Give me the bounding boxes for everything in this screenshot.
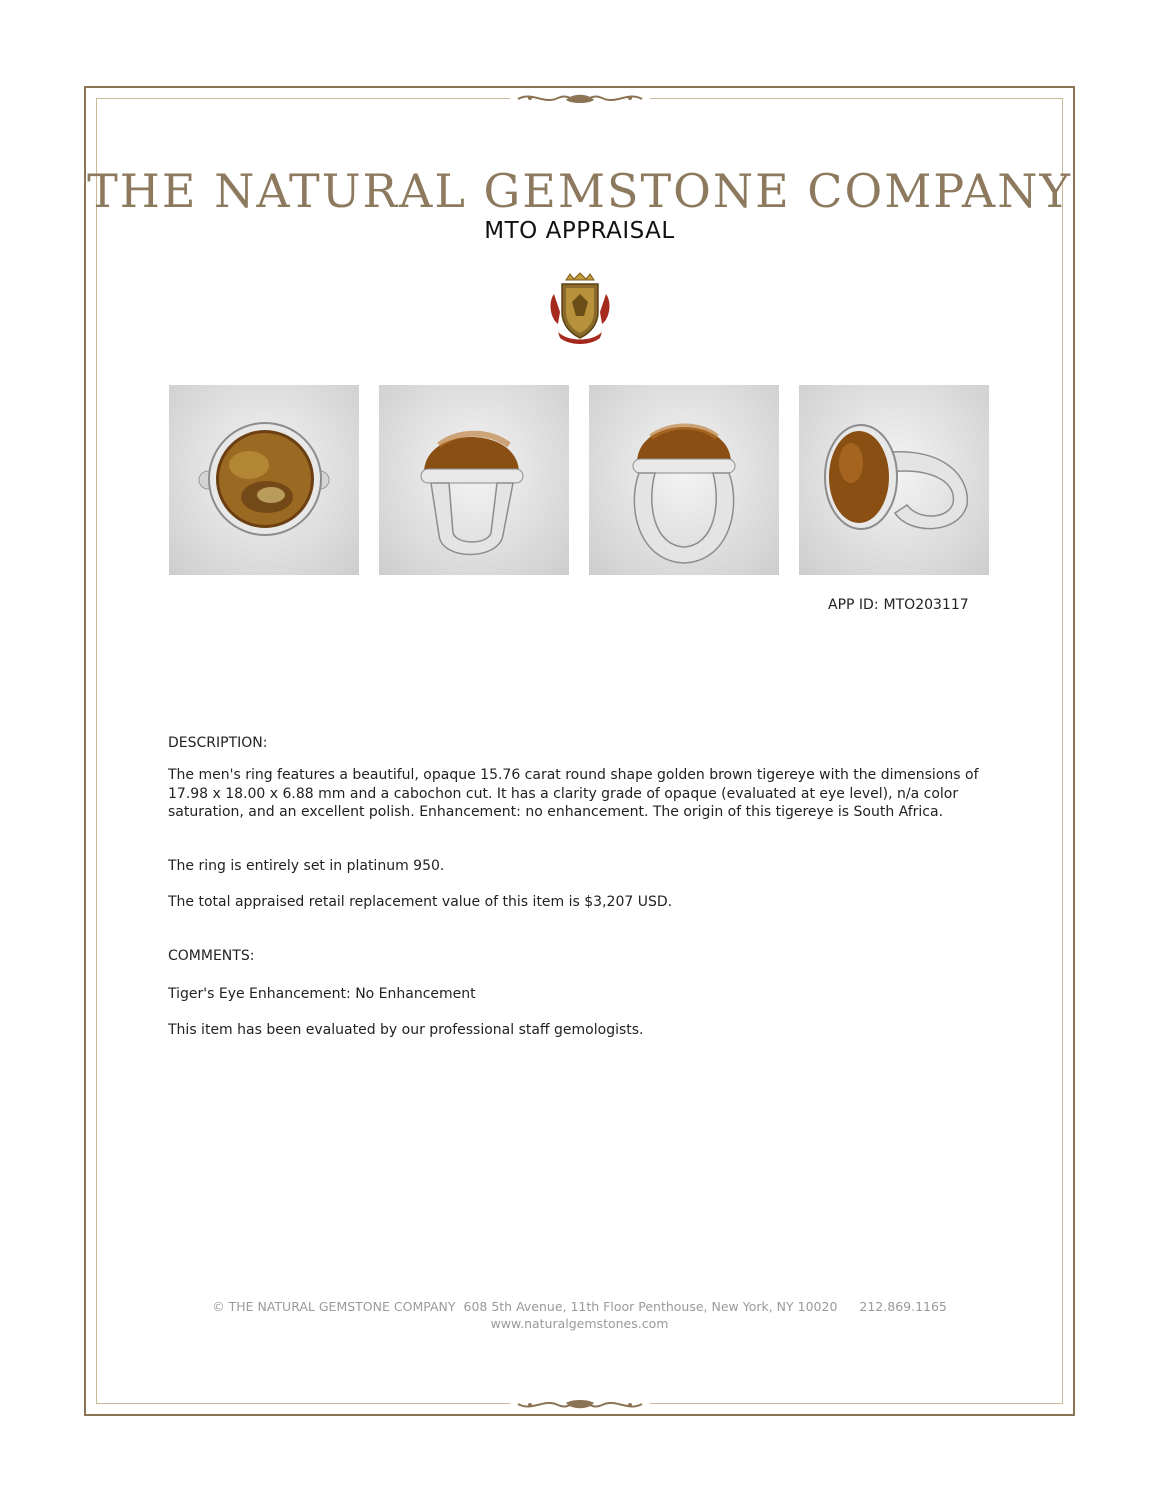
footer-copyright: © THE NATURAL GEMSTONE COMPANY [212,1299,456,1314]
document-subtitle: MTO APPRAISAL [484,218,675,244]
footer-contact [0,1299,1159,1314]
appraised-value-paragraph: The total appraised retail replacement value of this item is $3,207 USD. [168,894,673,910]
appraisal-id [828,597,969,613]
app-id-label: APP ID: [828,597,879,613]
description-paragraph: The men's ring features a beautiful, opaque 15.76 carat round shape golden brown tigereye with the dimensions of 17.98 x 18.00 x 6.88 mm and a cabochon cut. It has a clarity grade of opaque (evaluated at eye level), n/a color saturation, and an excellent polish. Enhancement: no enhancement. The origin of this tigereye is South Africa. [168,767,979,820]
comment-paragraph: Tiger's Eye Enhancement: No Enhancement [168,986,476,1002]
footer-website-link[interactable]: www.naturalgemstones.com [490,1316,669,1331]
ring-photo-top-view [169,385,359,575]
footer-address: 608 5th Avenue, 11th Floor Penthouse, New York, NY 10020 [463,1299,838,1314]
bottom-ornament-icon [510,1394,650,1414]
comment-paragraph: This item has been evaluated by our professional staff gemologists. [168,1022,644,1038]
company-title: THE NATURAL GEMSTONE COMPANY [87,164,1072,218]
ring-photo-front-view [589,385,779,575]
app-id-value: MTO203117 [883,597,969,613]
ring-photo-side-left-view [379,385,569,575]
comments-heading: COMMENTS: [168,948,255,964]
description-heading: DESCRIPTION: [168,735,268,751]
description-paragraph: The ring is entirely set in platinum 950. [168,858,445,874]
ring-photo-angle-view [799,385,989,575]
top-ornament-icon [510,89,650,109]
footer-phone: 212.869.1165 [859,1299,947,1314]
company-crest-icon [544,272,616,348]
